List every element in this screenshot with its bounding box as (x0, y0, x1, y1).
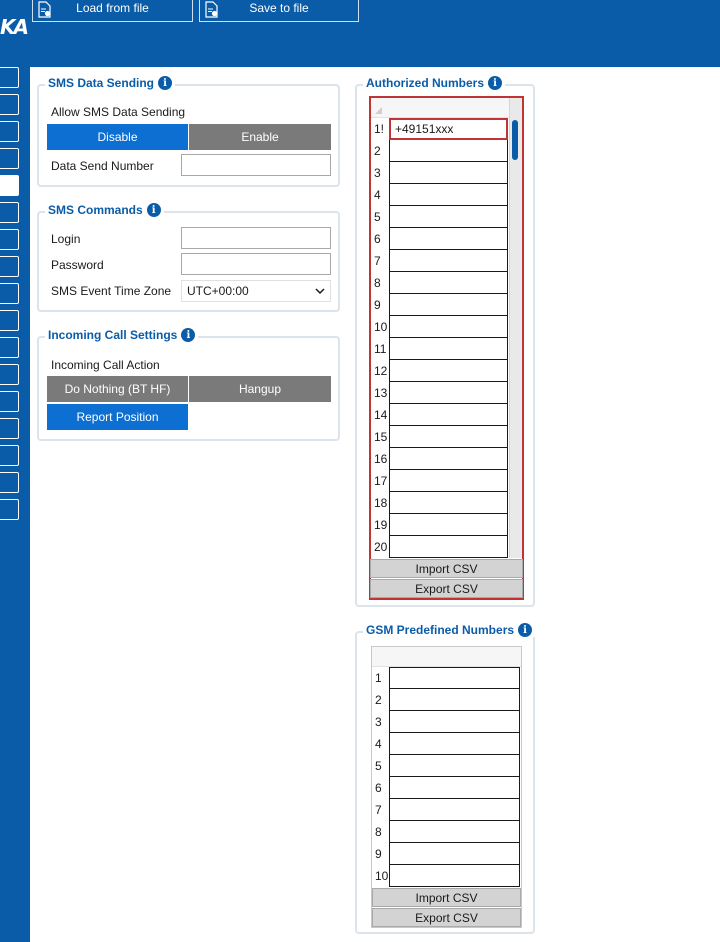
number-cell[interactable] (389, 689, 520, 711)
row-number: 14 (374, 408, 388, 422)
load-from-file-label: Load from file (76, 1, 149, 15)
timezone-label: SMS Event Time Zone (51, 284, 172, 298)
gsm-predefined-numbers-grid (371, 646, 522, 928)
row-number: 1! (374, 122, 385, 136)
number-cell[interactable] (389, 536, 508, 558)
top-bar (0, 0, 720, 67)
sidebar-item[interactable] (0, 202, 19, 223)
allow-sms-label: Allow SMS Data Sending (51, 105, 186, 119)
row-number: 2 (374, 144, 381, 158)
authorized-numbers-group (355, 76, 535, 607)
data-send-number-label: Data Send Number (51, 159, 154, 173)
number-cell[interactable] (389, 667, 520, 689)
row-number: 10 (375, 869, 389, 883)
number-cell[interactable] (389, 360, 508, 382)
authorized-numbers-grid (369, 96, 524, 600)
save-to-file-button[interactable] (199, 0, 359, 22)
sidebar-item[interactable] (0, 94, 19, 115)
incoming-call-settings-group (37, 328, 340, 441)
number-cell[interactable] (389, 755, 520, 777)
number-cell[interactable] (389, 338, 508, 360)
number-cell[interactable] (389, 514, 508, 536)
import-csv-button[interactable]: Import CSV (370, 559, 523, 578)
info-icon[interactable]: i (518, 623, 532, 637)
sms-data-sending-title (45, 76, 175, 90)
row-number: 8 (374, 276, 381, 290)
number-cell[interactable] (389, 470, 508, 492)
row-number: 16 (374, 452, 388, 466)
number-cell[interactable] (389, 843, 520, 865)
enable-option[interactable]: Enable (189, 124, 331, 150)
sidebar-item[interactable] (0, 256, 19, 277)
sms-commands-group (37, 203, 340, 312)
number-cell[interactable] (389, 206, 508, 228)
row-number: 9 (374, 298, 381, 312)
sidebar-item[interactable] (0, 364, 19, 385)
row-number: 20 (374, 540, 388, 554)
sidebar-item[interactable] (0, 337, 19, 358)
number-cell[interactable] (389, 865, 520, 887)
export-csv-button[interactable]: Export CSV (372, 908, 521, 927)
info-icon[interactable]: i (488, 76, 502, 90)
group-title-text: Authorized Numbers (366, 76, 485, 90)
number-cell[interactable] (389, 382, 508, 404)
sidebar-item[interactable] (0, 148, 19, 169)
row-number: 7 (374, 254, 381, 268)
number-cell[interactable] (389, 711, 520, 733)
incoming-call-action-label: Incoming Call Action (51, 358, 160, 372)
number-cell[interactable] (389, 777, 520, 799)
row-number: 5 (375, 759, 382, 773)
row-number: 3 (374, 166, 381, 180)
row-number: 4 (375, 737, 382, 751)
sidebar-item[interactable] (0, 229, 19, 250)
number-cell[interactable] (389, 162, 508, 184)
sidebar-item[interactable] (0, 418, 19, 439)
number-cell[interactable] (389, 492, 508, 514)
row-number: 11 (374, 342, 387, 356)
export-csv-button[interactable]: Export CSV (370, 579, 523, 598)
number-cell[interactable] (389, 294, 508, 316)
sidebar-item[interactable] (0, 121, 19, 142)
scrollbar-thumb[interactable] (512, 120, 518, 160)
number-cell[interactable] (389, 426, 508, 448)
sidebar-item[interactable] (0, 445, 19, 466)
sidebar-item[interactable] (0, 391, 19, 412)
vertical-scrollbar[interactable] (509, 98, 522, 558)
sidebar-item[interactable] (0, 310, 19, 331)
hangup-option[interactable]: Hangup (189, 376, 331, 402)
row-number: 9 (375, 847, 382, 861)
number-cell[interactable] (389, 821, 520, 843)
number-cell[interactable]: +49151xxx (389, 118, 508, 140)
group-title-text: Incoming Call Settings (48, 328, 178, 342)
number-cell[interactable] (389, 228, 508, 250)
number-cell[interactable] (389, 448, 508, 470)
row-number: 8 (375, 825, 382, 839)
authorized-numbers-title (363, 76, 505, 90)
row-number: 18 (374, 496, 388, 510)
number-cell[interactable] (389, 316, 508, 338)
sidebar-item[interactable] (0, 472, 19, 493)
incoming-call-settings-title (45, 328, 198, 342)
sidebar-item[interactable] (0, 67, 19, 88)
login-label: Login (51, 232, 81, 246)
row-number: 2 (375, 693, 382, 707)
do-nothing-option[interactable]: Do Nothing (BT HF) (47, 376, 188, 402)
row-number: 6 (375, 781, 382, 795)
info-icon[interactable]: i (158, 76, 172, 90)
sidebar (0, 67, 30, 942)
row-number: 7 (375, 803, 382, 817)
row-number: 1 (375, 671, 382, 685)
gsm-predefined-numbers-title (363, 623, 535, 637)
row-number: 4 (374, 188, 381, 202)
row-number: 15 (374, 430, 388, 444)
group-title-text: SMS Commands (48, 203, 143, 217)
brand-logo: KA (0, 15, 27, 39)
row-number: 6 (374, 232, 381, 246)
import-csv-button[interactable]: Import CSV (372, 888, 521, 907)
save-to-file-label: Save to file (249, 1, 309, 15)
password-input[interactable] (181, 253, 331, 275)
chevron-down-icon (315, 284, 325, 298)
row-number: 3 (375, 715, 382, 729)
row-number: 19 (374, 518, 388, 532)
timezone-select[interactable] (181, 280, 331, 302)
sidebar-item-active[interactable] (0, 175, 19, 196)
sidebar-item[interactable] (0, 499, 19, 520)
sms-data-sending-group (37, 76, 340, 187)
number-cell[interactable] (389, 799, 520, 821)
grid-header (372, 647, 521, 667)
row-number: 13 (374, 386, 388, 400)
password-label: Password (51, 258, 104, 272)
number-cell[interactable] (389, 140, 508, 162)
number-cell[interactable] (389, 250, 508, 272)
number-cell[interactable] (389, 272, 508, 294)
info-icon[interactable]: i (181, 328, 195, 342)
disable-option[interactable]: Disable (47, 124, 188, 150)
group-title-text: GSM Predefined Numbers (366, 623, 515, 637)
timezone-value: UTC+00:00 (187, 284, 249, 298)
number-cell[interactable] (389, 184, 508, 206)
data-send-number-input[interactable] (181, 154, 331, 176)
number-cell[interactable] (389, 733, 520, 755)
group-title-text: SMS Data Sending (48, 76, 155, 90)
login-input[interactable] (181, 227, 331, 249)
grid-header (371, 98, 510, 118)
sms-commands-title (45, 203, 164, 217)
load-from-file-button[interactable] (32, 0, 193, 22)
sidebar-item[interactable] (0, 283, 19, 304)
row-number: 10 (374, 320, 388, 334)
row-number: 17 (374, 474, 388, 488)
number-cell[interactable] (389, 404, 508, 426)
row-number: 12 (374, 364, 388, 378)
select-all-corner-icon[interactable] (371, 98, 389, 118)
report-position-option[interactable]: Report Position (47, 404, 188, 430)
row-number: 5 (374, 210, 381, 224)
info-icon[interactable]: i (147, 203, 161, 217)
gsm-predefined-numbers-group (355, 623, 535, 934)
